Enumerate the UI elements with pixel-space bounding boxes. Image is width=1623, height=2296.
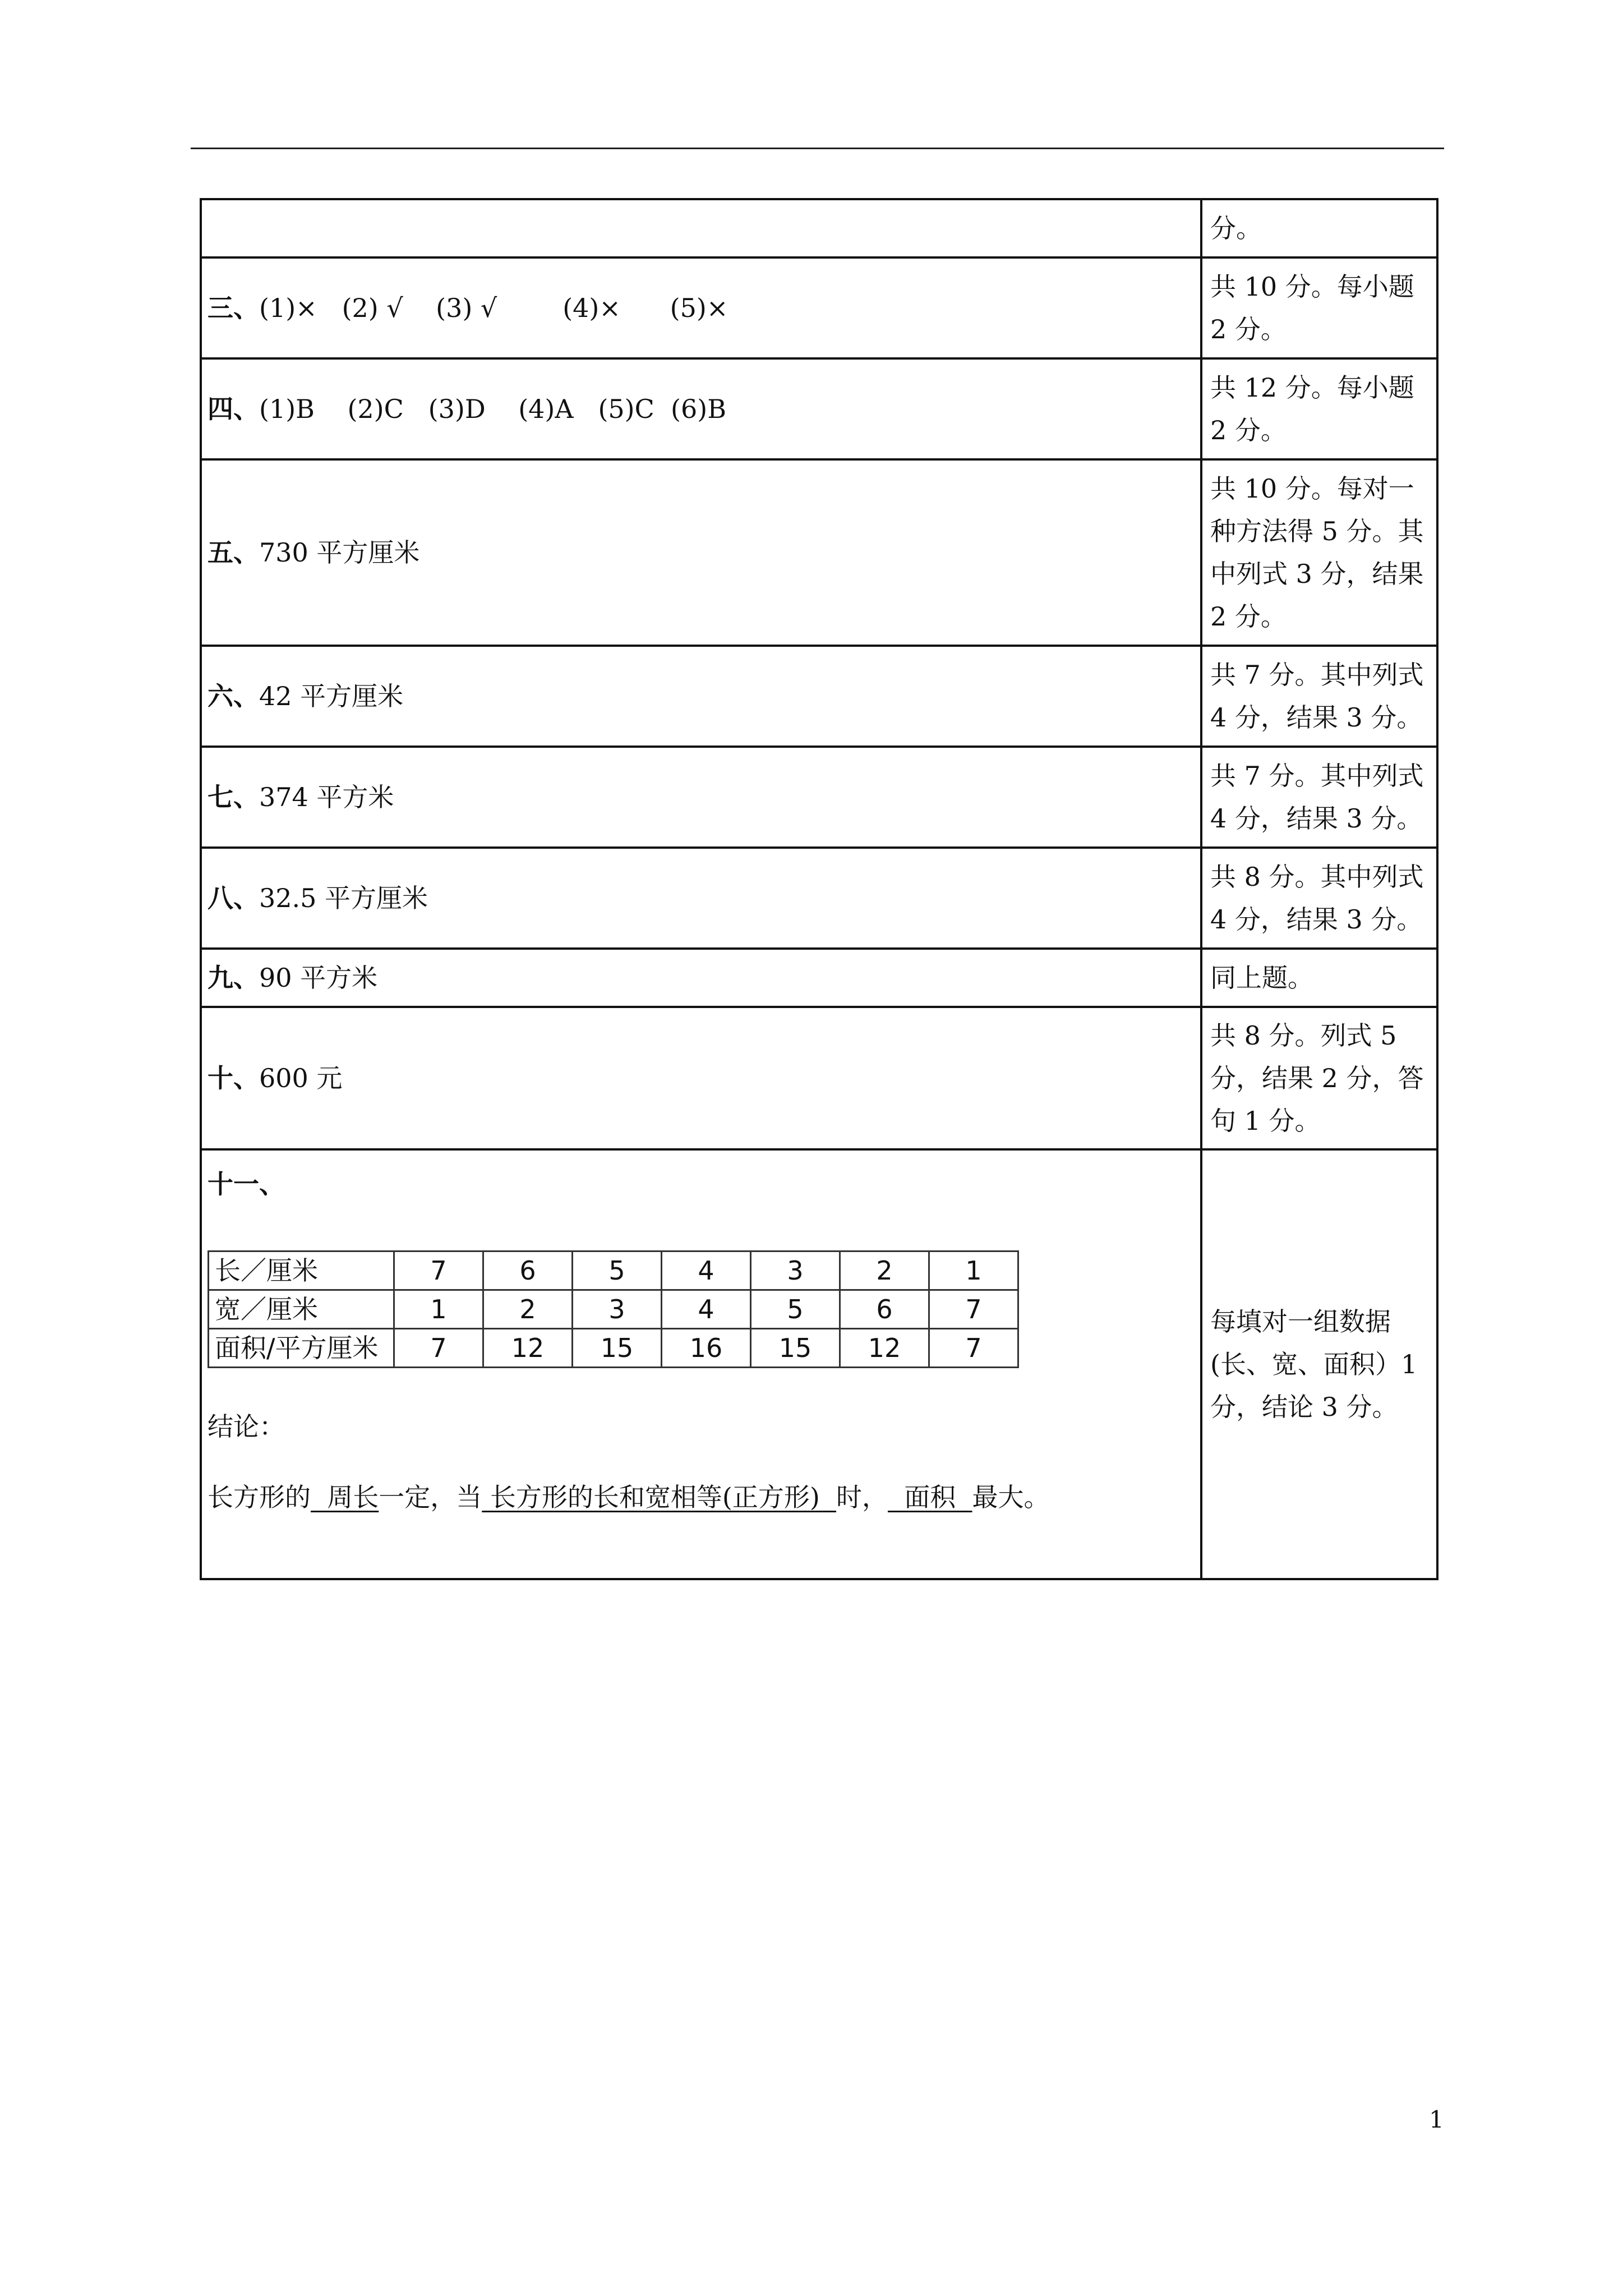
data-cell: 2: [840, 1251, 929, 1290]
answer-cell: [201, 1149, 1201, 1579]
data-cell: 7: [394, 1329, 483, 1368]
data-cell: 1: [394, 1290, 483, 1329]
conclusion-text: 最大。: [972, 1482, 1050, 1512]
answer-cell: [201, 848, 1201, 949]
data-table-row: [209, 1290, 1018, 1329]
question-number: 四、: [208, 394, 259, 424]
blank-answer: 长方形的长和宽相等(正方形): [482, 1482, 837, 1512]
page-number: 1: [1429, 2106, 1444, 2133]
question-number: 七、: [208, 782, 259, 812]
answer-text: 730 平方厘米: [259, 537, 420, 568]
header-rule: [191, 148, 1444, 149]
score-cell: 共 12 分。每小题 2 分。: [1201, 358, 1437, 459]
rectangle-data-table: [208, 1250, 1019, 1368]
answer-cell: [201, 949, 1201, 1007]
answer-cell: [201, 646, 1201, 747]
data-cell: 12: [840, 1329, 929, 1368]
table-row: [201, 199, 1437, 257]
data-cell: 16: [662, 1329, 751, 1368]
score-cell: 每填对一组数据(长、宽、面积）1 分，结论 3 分。: [1201, 1149, 1437, 1579]
score-cell: 共 8 分。列式 5 分，结果 2 分，答句 1 分。: [1201, 1007, 1437, 1149]
conclusion-label: 结论：: [208, 1411, 285, 1442]
data-cell: 7: [394, 1251, 483, 1290]
score-cell: 共 7 分。其中列式 4 分，结果 3 分。: [1201, 646, 1437, 747]
answer-text: 600 元: [259, 1063, 343, 1093]
table-row: [201, 949, 1437, 1007]
blank-answer: 周长: [311, 1482, 379, 1512]
data-cell: 5: [751, 1290, 840, 1329]
table-row: [201, 747, 1437, 848]
answer-cell: [201, 747, 1201, 848]
data-table-row: [209, 1251, 1018, 1290]
answer-text: 32.5 平方厘米: [259, 883, 428, 913]
data-cell: 3: [751, 1251, 840, 1290]
table-row: [201, 459, 1437, 646]
row-header: 长／厘米: [209, 1251, 394, 1290]
answer-text: 90 平方米: [259, 963, 378, 993]
score-cell: 共 8 分。其中列式 4 分，结果 3 分。: [1201, 848, 1437, 949]
data-cell: 2: [483, 1290, 573, 1329]
conclusion-text: 一定，当: [379, 1482, 482, 1512]
score-cell: 共 7 分。其中列式 4 分，结果 3 分。: [1201, 747, 1437, 848]
answer-cell: [201, 459, 1201, 646]
data-cell: 4: [662, 1251, 751, 1290]
data-cell: 15: [751, 1329, 840, 1368]
answer-text: (1)× (2) √ (3) √ (4)× (5)×: [259, 293, 728, 323]
row-header: 面积/平方厘米: [209, 1329, 394, 1368]
table-row: [201, 646, 1437, 747]
data-cell: 6: [840, 1290, 929, 1329]
table-row: [201, 848, 1437, 949]
data-cell: 7: [929, 1329, 1018, 1368]
question-number: 八、: [208, 883, 259, 913]
table-row: [201, 1149, 1437, 1579]
conclusion-sentence: [208, 1476, 1195, 1519]
question-number: 六、: [208, 681, 259, 711]
table-row: [201, 358, 1437, 459]
row-header: 宽／厘米: [209, 1290, 394, 1329]
answer-cell: [201, 257, 1201, 358]
score-cell: 分。: [1201, 199, 1437, 257]
data-table-row: [209, 1329, 1018, 1368]
answer-cell: [201, 199, 1201, 257]
score-cell: 同上题。: [1201, 949, 1437, 1007]
conclusion-text: 时，: [836, 1482, 888, 1512]
data-cell: 3: [573, 1290, 662, 1329]
answer-text: 374 平方米: [259, 782, 394, 812]
question-number: 三、: [208, 293, 259, 323]
blank-answer: 面积: [888, 1482, 972, 1512]
data-cell: 7: [929, 1290, 1018, 1329]
data-cell: 12: [483, 1329, 573, 1368]
data-cell: 15: [573, 1329, 662, 1368]
data-cell: 4: [662, 1290, 751, 1329]
data-cell: 1: [929, 1251, 1018, 1290]
answer-cell: [201, 358, 1201, 459]
table-row: [201, 1007, 1437, 1149]
question-number: 十、: [208, 1063, 259, 1093]
table-row: [201, 257, 1437, 358]
answer-text: 42 平方厘米: [259, 681, 404, 711]
answer-key-table: [200, 198, 1438, 1580]
question-number: 五、: [208, 537, 259, 568]
question-number: 十一、: [208, 1169, 285, 1199]
question-number: 九、: [208, 963, 259, 993]
answer-text: (1)B (2)C (3)D (4)A (5)C (6)B: [259, 394, 727, 424]
score-cell: 共 10 分。每小题 2 分。: [1201, 257, 1437, 358]
data-cell: 6: [483, 1251, 573, 1290]
score-cell: 共 10 分。每对一种方法得 5 分。其中列式 3 分，结果 2 分。: [1201, 459, 1437, 646]
conclusion-text: 长方形的: [208, 1482, 311, 1512]
answer-cell: [201, 1007, 1201, 1149]
data-cell: 5: [573, 1251, 662, 1290]
